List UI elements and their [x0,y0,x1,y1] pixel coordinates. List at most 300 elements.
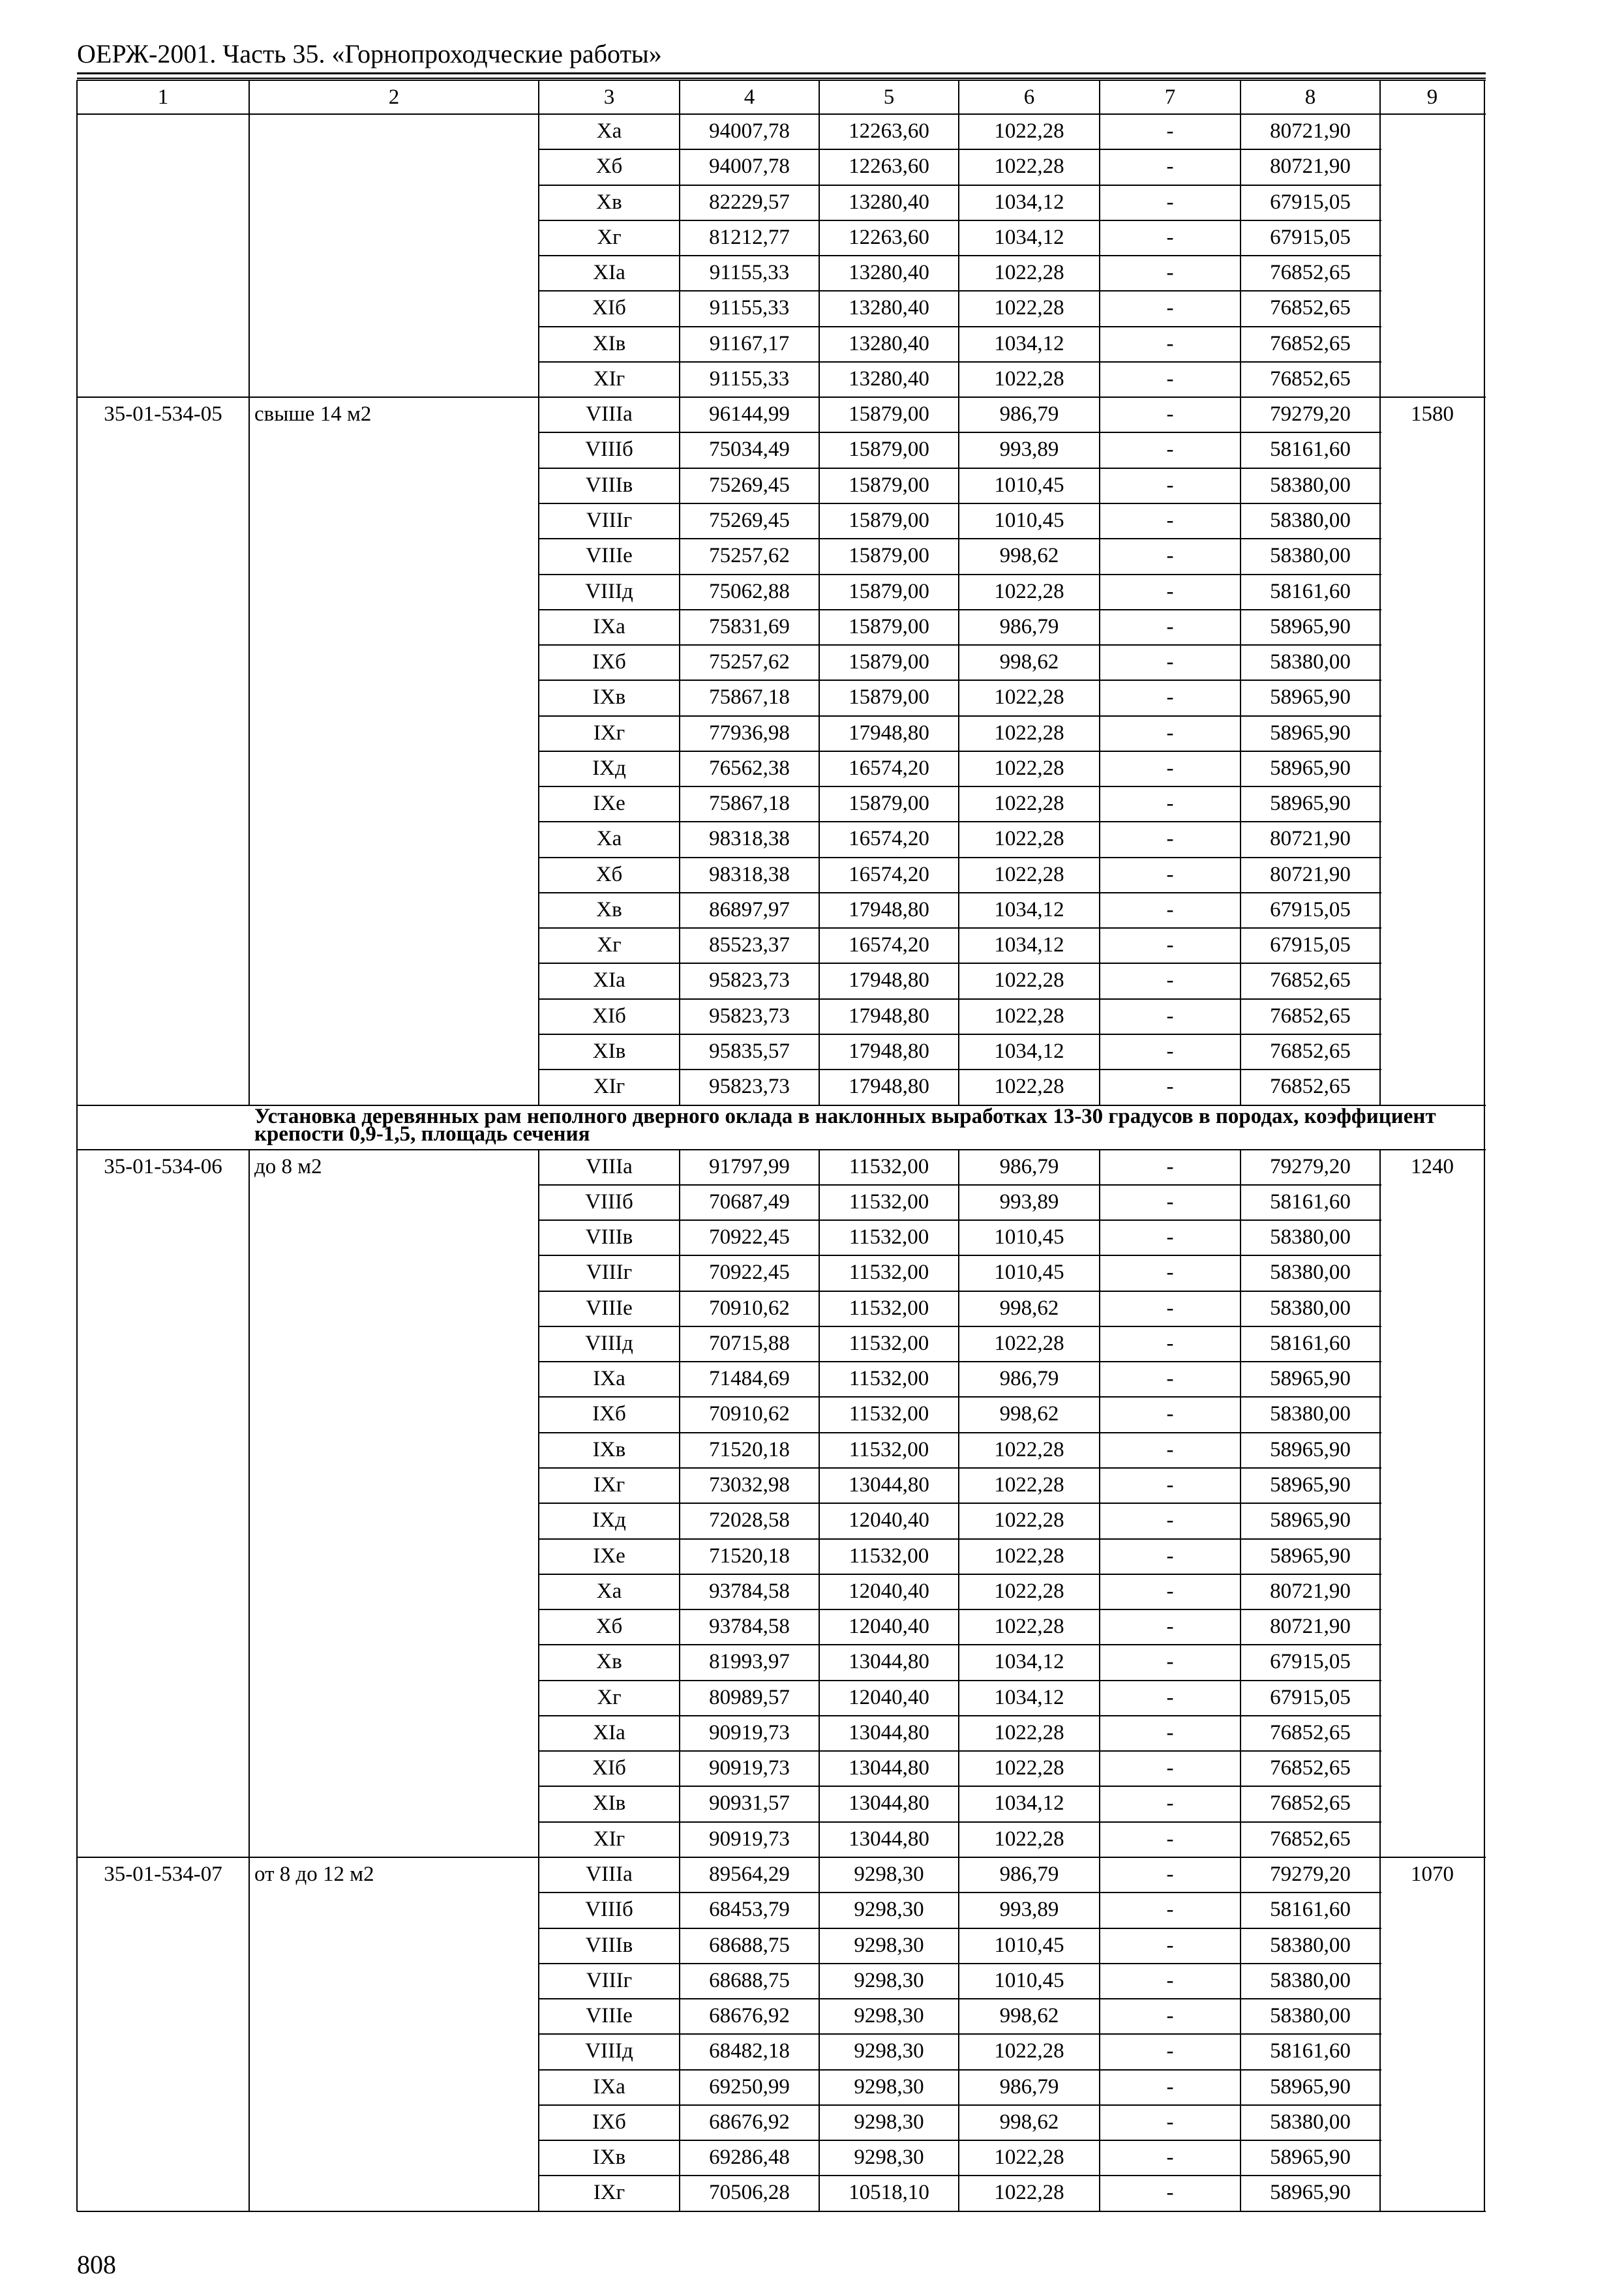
cell-machines: 1022,28 [994,155,1064,179]
cell-materials: 58380,00 [1270,1933,1351,1957]
cell-materials: 76852,65 [1270,1791,1351,1816]
table-rule-v [958,80,959,114]
table-rule-h [539,1034,1381,1035]
cell-wages: 13280,40 [849,261,929,285]
cell-total: 68676,92 [709,2004,790,2028]
cell-wages: 11532,00 [849,1154,929,1178]
table-rule-h [539,1432,1381,1433]
cell-machinists: - [1166,2146,1174,2170]
table-rule-h [539,1219,1381,1221]
cell-machinists: - [1166,756,1174,780]
table-rule-h [539,927,1381,929]
cell-wages: 11532,00 [849,1189,929,1214]
table-rule-h [539,574,1381,575]
cell-class: XIa [593,261,625,285]
table-rule-h [539,185,1381,186]
cell-machinists: - [1166,1827,1174,1851]
cell-machinists: - [1166,721,1174,745]
cell-machinists: - [1166,1544,1174,1568]
table-rule-h [539,1291,1381,1292]
table-rule-h [539,1255,1381,1256]
cell-wages: 9298,30 [854,2110,924,2134]
column-number: 5 [883,85,895,109]
cell-machines: 1010,45 [994,508,1064,532]
table-rule-v [1240,397,1241,1105]
table-rule-v [1240,80,1241,114]
page-header-title: ОЕРЖ-2001. Часть 35. «Горнопроходческие работы» [77,39,662,68]
cell-total: 72028,58 [709,1508,790,1533]
cell-class: VIIIб [585,1189,633,1214]
cell-total: 95835,57 [709,1040,790,1064]
table-rule-h [539,2104,1381,2106]
cell-materials: 58965,90 [1270,792,1351,816]
cell-wages: 13044,80 [849,1791,929,1816]
cell-machines: 998,62 [999,1296,1059,1320]
cell-class: IXe [593,1544,625,1568]
labor-cost: 1240 [1411,1154,1454,1178]
table-rule-v [1099,1857,1100,2211]
cell-wages: 12263,60 [849,225,929,249]
cell-total: 69250,99 [709,2074,790,2099]
cell-total: 90919,73 [709,1720,790,1744]
table-rule-h [539,821,1381,822]
cell-total: 81993,97 [709,1650,790,1674]
cell-class: VIIIг [586,508,633,532]
cell-materials: 76852,65 [1270,1720,1351,1744]
cell-class: Xб [595,155,623,179]
table-rule-h [539,1069,1381,1070]
table-rule-h [539,1326,1381,1327]
table-rule-v [1379,1857,1381,2211]
table-rule-h [539,1644,1381,1645]
cell-class: VIIIв [585,1225,633,1249]
cell-machinists: - [1166,1933,1174,1957]
cell-total: 91797,99 [709,1154,790,1178]
cell-machinists: - [1166,968,1174,993]
cell-machines: 986,79 [999,1862,1059,1886]
cell-materials: 58161,60 [1270,438,1351,462]
cell-machines: 993,89 [999,1898,1059,1922]
table-rule-h [539,1963,1381,1964]
cell-class: IXг [593,1473,625,1497]
table-rule-h [539,326,1381,327]
cell-materials: 58161,60 [1270,2039,1351,2063]
cell-class: IXa [593,614,625,638]
cell-total: 75269,45 [709,508,790,532]
table-rule-h [539,715,1381,717]
cell-total: 68676,92 [709,2110,790,2134]
cell-class: VIIIд [585,2039,633,2063]
cell-machines: 1022,28 [994,2146,1064,2170]
cell-materials: 58965,90 [1270,2074,1351,2099]
table-rule-v [76,1150,78,1857]
cell-class: IXг [593,721,625,745]
table-rule-v [1484,1857,1485,2211]
cell-machinists: - [1166,897,1174,921]
cell-wages: 12040,40 [849,1579,929,1603]
cell-machines: 1010,45 [994,1225,1064,1249]
cell-materials: 58965,90 [1270,1437,1351,1461]
table-rule-v [958,1150,959,1857]
table-rule-h [539,609,1381,610]
cell-machinists: - [1166,1075,1174,1099]
cell-class: IXг [593,2181,625,2205]
cell-class: IXe [593,792,625,816]
table-rule-h [539,1786,1381,1787]
cell-machines: 1022,28 [994,261,1064,285]
cell-machines: 1034,12 [994,1040,1064,1064]
cell-total: 75062,88 [709,579,790,603]
cell-wages: 17948,80 [849,1075,929,1099]
cell-class: VIIIa [586,402,633,426]
cell-wages: 16574,20 [849,862,929,886]
table-rule-v [248,397,250,1105]
table-rule-h [539,1467,1381,1469]
cell-class: VIIIг [586,1968,633,1992]
table-rule-h [539,751,1381,752]
cell-materials: 58380,00 [1270,473,1351,497]
cell-machinists: - [1166,2039,1174,2063]
cell-materials: 76852,65 [1270,1004,1351,1028]
cell-materials: 58380,00 [1270,1261,1351,1285]
cell-machines: 1010,45 [994,1261,1064,1285]
cell-wages: 11532,00 [849,1331,929,1355]
cell-wages: 9298,30 [854,1898,924,1922]
cell-machines: 1034,12 [994,1685,1064,1709]
cell-class: IXв [592,685,626,710]
cell-wages: 17948,80 [849,968,929,993]
cell-machines: 1022,28 [994,968,1064,993]
cell-machines: 986,79 [999,614,1059,638]
cell-wages: 13280,40 [849,367,929,391]
cell-machinists: - [1166,1579,1174,1603]
cell-wages: 13044,80 [849,1827,929,1851]
cell-machinists: - [1166,827,1174,851]
cell-total: 91155,33 [709,367,790,391]
cell-machinists: - [1166,792,1174,816]
cell-materials: 67915,05 [1270,933,1351,957]
cell-machinists: - [1166,1189,1174,1214]
cell-machines: 1022,28 [994,862,1064,886]
cell-class: Xг [597,933,622,957]
cell-total: 94007,78 [709,119,790,143]
cell-machines: 1010,45 [994,1933,1064,1957]
cell-materials: 76852,65 [1270,1075,1351,1099]
table-rule-v [819,1857,820,2211]
cell-machines: 998,62 [999,1402,1059,1426]
cell-total: 69286,48 [709,2146,790,2170]
cell-wages: 17948,80 [849,721,929,745]
cell-wages: 13280,40 [849,296,929,320]
table-rule-v [248,114,250,397]
cell-machines: 1034,12 [994,933,1064,957]
cell-wages: 17948,80 [849,1040,929,1064]
cell-wages: 12263,60 [849,119,929,143]
cell-machinists: - [1166,1437,1174,1461]
cell-materials: 58380,00 [1270,2110,1351,2134]
cell-class: IXв [592,2146,626,2170]
cell-total: 93784,58 [709,1615,790,1639]
cell-class: VIIIa [586,1154,633,1178]
table-rule-h [539,644,1381,646]
table-rule-h [539,1715,1381,1716]
table-rule-v [248,80,250,114]
column-number: 6 [1023,85,1035,109]
item-code: 35-01-534-07 [104,1862,222,1886]
cell-materials: 80721,90 [1270,1579,1351,1603]
cell-materials: 80721,90 [1270,827,1351,851]
cell-total: 90919,73 [709,1827,790,1851]
cell-total: 68482,18 [709,2039,790,2063]
cell-materials: 58965,90 [1270,2146,1351,2170]
item-code: 35-01-534-06 [104,1154,222,1178]
cell-machinists: - [1166,1296,1174,1320]
cell-wages: 16574,20 [849,756,929,780]
cell-machinists: - [1166,2110,1174,2134]
cell-materials: 76852,65 [1270,1756,1351,1780]
cell-total: 75257,62 [709,650,790,674]
column-number: 1 [157,85,169,109]
table-rule-v [958,397,959,1105]
cell-machinists: - [1166,1615,1174,1639]
cell-materials: 79279,20 [1270,402,1351,426]
cell-class: XIв [592,331,626,355]
column-number: 2 [388,85,400,109]
table-rule-h [539,1892,1381,1893]
cell-machines: 1022,28 [994,1615,1064,1639]
cell-wages: 9298,30 [854,2004,924,2028]
table-rule-h [539,998,1381,1000]
table-rule-h [539,857,1381,858]
cell-wages: 9298,30 [854,1933,924,1957]
table-rule-v [248,1150,250,1857]
cell-class: XIб [592,296,626,320]
cell-machines: 1034,12 [994,331,1064,355]
cell-materials: 67915,05 [1270,225,1351,249]
table-rule-v [538,397,539,1105]
cell-class: XIв [592,1040,626,1064]
cell-wages: 16574,20 [849,933,929,957]
cell-materials: 58965,90 [1270,721,1351,745]
table-rule-v [819,114,820,397]
cell-machinists: - [1166,402,1174,426]
table-rule-h [77,80,1486,81]
table-rule-v [1484,1105,1485,1150]
cell-wages: 11532,00 [849,1544,929,1568]
cell-materials: 58965,90 [1270,614,1351,638]
table-rule-v [538,1150,539,1857]
cell-class: XIг [593,1827,625,1851]
cell-materials: 80721,90 [1270,119,1351,143]
cell-class: VIIIд [585,1331,633,1355]
cell-class: VIIIг [586,1261,633,1285]
item-code [77,119,249,149]
cell-machinists: - [1166,650,1174,674]
cell-machinists: - [1166,155,1174,179]
table-rule-v [1379,114,1381,397]
cell-total: 95823,73 [709,1004,790,1028]
cell-total: 75867,18 [709,792,790,816]
cell-total: 89564,29 [709,1862,790,1886]
cell-total: 82229,57 [709,190,790,214]
cell-total: 95823,73 [709,1075,790,1099]
cell-wages: 11532,00 [849,1261,929,1285]
cell-machines: 1022,28 [994,827,1064,851]
cell-machinists: - [1166,685,1174,710]
cell-wages: 15879,00 [849,579,929,603]
cell-wages: 16574,20 [849,827,929,851]
cell-wages: 11532,00 [849,1367,929,1391]
cell-machinists: - [1166,367,1174,391]
labor-cost: 1580 [1411,402,1454,426]
cell-machines: 1022,28 [994,1756,1064,1780]
cell-materials: 58161,60 [1270,1331,1351,1355]
cell-machinists: - [1166,1473,1174,1497]
cell-machinists: - [1166,1367,1174,1391]
cell-wages: 11532,00 [849,1402,929,1426]
cell-machines: 1022,28 [994,119,1064,143]
cell-materials: 58161,60 [1270,1189,1351,1214]
cell-total: 86897,97 [709,897,790,921]
cell-total: 75831,69 [709,614,790,638]
cell-class: VIIIд [585,579,633,603]
cell-wages: 15879,00 [849,614,929,638]
cell-total: 77936,98 [709,721,790,745]
cell-class: Xв [596,190,622,214]
table-rule-h [539,1396,1381,1398]
cell-machinists: - [1166,261,1174,285]
cell-machinists: - [1166,1331,1174,1355]
cell-class: Xa [596,827,622,851]
item-code: 35-01-534-05 [104,402,222,426]
table-rule-h [539,1609,1381,1610]
cell-machines: 1022,28 [994,685,1064,710]
cell-wages: 12040,40 [849,1508,929,1533]
table-rule-h [539,963,1381,964]
table-rule-h [539,680,1381,681]
cell-machinists: - [1166,1791,1174,1816]
cell-machinists: - [1166,2004,1174,2028]
cell-wages: 13044,80 [849,1650,929,1674]
item-description: от 8 до 12 м2 [254,1862,374,1886]
cell-machines: 1022,28 [994,721,1064,745]
cell-wages: 15879,00 [849,473,929,497]
cell-machinists: - [1166,296,1174,320]
cell-wages: 9298,30 [854,2039,924,2063]
cell-total: 98318,38 [709,827,790,851]
cell-materials: 58380,00 [1270,508,1351,532]
cell-materials: 67915,05 [1270,190,1351,214]
table-rule-v [76,1105,78,1150]
cell-machines: 998,62 [999,650,1059,674]
cell-materials: 80721,90 [1270,862,1351,886]
table-rule-h [539,149,1381,150]
table-rule-h [539,290,1381,292]
cell-class: Xa [596,1579,622,1603]
cell-wages: 15879,00 [849,544,929,568]
cell-machinists: - [1166,225,1174,249]
cell-machinists: - [1166,508,1174,532]
cell-class: XIa [593,1720,625,1744]
cell-total: 91155,33 [709,261,790,285]
cell-wages: 12040,40 [849,1685,929,1709]
cell-machinists: - [1166,1402,1174,1426]
cell-materials: 67915,05 [1270,897,1351,921]
section-heading: Установка деревянных рам неполного дверного оклада в наклонных выработках 13-30 градусов в породах, коэффициент крепости 0,9-1,5, площадь сечения [254,1105,1436,1146]
cell-machines: 998,62 [999,2004,1059,2028]
cell-materials: 58380,00 [1270,544,1351,568]
table-rule-h [539,2069,1381,2071]
table-rule-h [539,538,1381,539]
table-rule-h [539,220,1381,221]
page-number: 808 [77,2250,116,2279]
cell-machinists: - [1166,119,1174,143]
table-rule-v [679,80,680,114]
cell-wages: 11532,00 [849,1437,929,1461]
cell-wages: 9298,30 [854,2074,924,2099]
cell-class: VIIIб [585,438,633,462]
cell-class: Xг [597,1685,622,1709]
column-number: 3 [603,85,615,109]
cell-total: 96144,99 [709,402,790,426]
table-rule-v [679,397,680,1105]
cell-class: IXб [592,650,626,674]
table-rule-h [539,2175,1381,2176]
cell-machinists: - [1166,2181,1174,2205]
cell-materials: 67915,05 [1270,1650,1351,1674]
cell-wages: 15879,00 [849,402,929,426]
cell-total: 68453,79 [709,1898,790,1922]
cell-wages: 17948,80 [849,1004,929,1028]
cell-materials: 76852,65 [1270,331,1351,355]
cell-materials: 67915,05 [1270,1685,1351,1709]
cell-wages: 13280,40 [849,190,929,214]
cell-class: VIIIe [586,544,633,568]
cell-machines: 1022,28 [994,1579,1064,1603]
cell-machinists: - [1166,190,1174,214]
cell-machines: 1022,28 [994,2181,1064,2205]
cell-class: IXв [592,1437,626,1461]
cell-machinists: - [1166,933,1174,957]
cell-materials: 58965,90 [1270,1367,1351,1391]
table-rule-v [679,1150,680,1857]
table-rule-v [538,114,539,397]
cell-machines: 986,79 [999,1367,1059,1391]
cell-total: 94007,78 [709,155,790,179]
cell-machines: 1022,28 [994,1827,1064,1851]
cell-total: 93784,58 [709,1579,790,1603]
cell-machines: 1034,12 [994,1791,1064,1816]
cell-materials: 76852,65 [1270,296,1351,320]
table-rule-v [1099,114,1100,397]
cell-class: XIг [593,1075,625,1099]
cell-total: 70922,45 [709,1261,790,1285]
cell-machines: 1034,12 [994,897,1064,921]
cell-total: 91167,17 [709,331,790,355]
cell-machinists: - [1166,1040,1174,1064]
cell-materials: 58380,00 [1270,1402,1351,1426]
table-rule-v [1240,114,1241,397]
table-rule-h [539,432,1381,433]
cell-wages: 12263,60 [849,155,929,179]
cell-machinists: - [1166,1898,1174,1922]
cell-materials: 76852,65 [1270,1040,1351,1064]
cell-wages: 15879,00 [849,792,929,816]
table-rule-h [539,468,1381,469]
cell-total: 75034,49 [709,438,790,462]
cell-total: 68688,75 [709,1968,790,1992]
table-rule-h [539,2033,1381,2035]
